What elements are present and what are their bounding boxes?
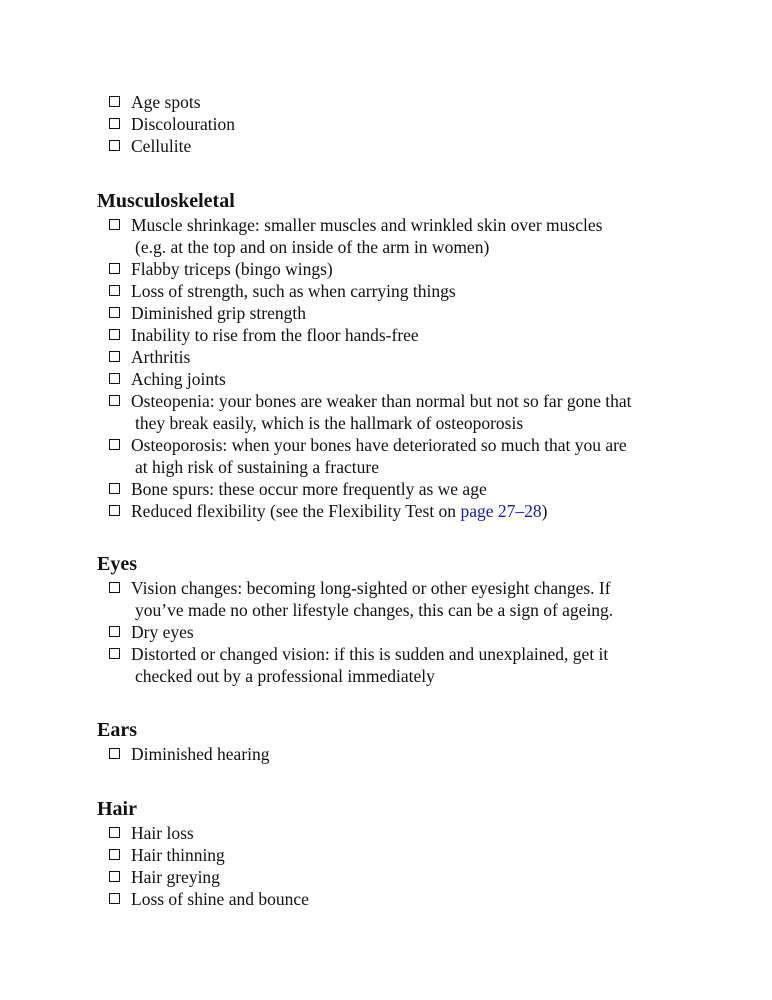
list-item	[97, 258, 697, 280]
checkbox-icon	[109, 96, 120, 107]
checkbox-icon	[109, 893, 120, 904]
checkbox-icon	[109, 263, 120, 274]
list-item-text: Vision changes: becoming long-sighted or other eyesight changes. If	[131, 578, 611, 598]
checkbox-icon	[109, 395, 120, 406]
checkbox-icon	[109, 285, 120, 296]
list-item-continuation: checked out by a professional immediately	[135, 666, 435, 686]
list-item-text: Hair greying	[131, 867, 220, 887]
hair-section	[97, 797, 697, 910]
list-item-text: Osteoporosis: when your bones have deteriorated so much that you are	[131, 435, 627, 455]
list-item	[97, 390, 697, 434]
list-item	[97, 888, 697, 910]
list-item	[97, 743, 697, 765]
list-item-text: Muscle shrinkage: smaller muscles and wrinkled skin over muscles	[131, 215, 603, 235]
intro-section	[97, 91, 697, 157]
hair-list	[97, 822, 697, 910]
list-item-text: Arthritis	[131, 347, 191, 367]
list-item-text: Loss of strength, such as when carrying things	[131, 281, 456, 301]
list-item-continuation: they break easily, which is the hallmark of osteoporosis	[135, 413, 524, 433]
list-item	[97, 280, 697, 302]
list-item-text: Loss of shine and bounce	[131, 889, 309, 909]
list-item-text: Hair thinning	[131, 845, 225, 865]
list-item-text: Inability to rise from the floor hands-free	[131, 325, 419, 345]
list-item	[97, 577, 697, 621]
list-item-continuation: (e.g. at the top and on inside of the arm in women)	[135, 237, 490, 257]
checkbox-icon	[109, 118, 120, 129]
list-item	[97, 302, 697, 324]
checkbox-icon	[109, 483, 120, 494]
checkbox-icon	[109, 351, 120, 362]
list-item-text: Hair loss	[131, 823, 194, 843]
section-heading: Hair	[97, 798, 137, 820]
list-item-text: Cellulite	[131, 136, 192, 156]
musculoskeletal-section	[97, 189, 697, 522]
page-reference-link[interactable]: page 27–28	[460, 501, 542, 521]
list-item-text: Age spots	[131, 92, 201, 112]
list-item	[97, 822, 697, 844]
list-item	[97, 844, 697, 866]
list-item-continuation: you’ve made no other lifestyle changes, this can be a sign of ageing.	[135, 600, 614, 620]
list-item-continuation: at high risk of sustaining a fracture	[135, 457, 379, 477]
intro-list	[97, 91, 697, 157]
section-heading: Musculoskeletal	[97, 190, 235, 212]
eyes-section	[97, 552, 697, 687]
list-item-text: Diminished hearing	[131, 744, 270, 764]
list-item-text: Reduced flexibility (see the Flexibility Test on	[131, 501, 461, 521]
list-item-text: Distorted or changed vision: if this is sudden and unexplained, get it	[131, 644, 609, 664]
ears-section	[97, 718, 697, 765]
list-item-text: Discolouration	[131, 114, 236, 134]
list-item	[97, 621, 697, 643]
list-item	[97, 214, 697, 258]
list-item-text: Aching joints	[131, 369, 226, 389]
checkbox-icon	[109, 219, 120, 230]
checkbox-icon	[109, 307, 120, 318]
checkbox-icon	[109, 505, 120, 516]
section-heading: Ears	[97, 719, 137, 741]
list-item	[97, 91, 697, 113]
list-item	[97, 113, 697, 135]
checkbox-icon	[109, 871, 120, 882]
checkbox-icon	[109, 827, 120, 838]
list-item	[97, 500, 697, 522]
checkbox-icon	[109, 626, 120, 637]
list-item	[97, 866, 697, 888]
checkbox-icon	[109, 748, 120, 759]
checkbox-icon	[109, 373, 120, 384]
list-item-text: Bone spurs: these occur more frequently as we age	[131, 479, 487, 499]
list-item	[97, 434, 697, 478]
checkbox-icon	[109, 582, 120, 593]
list-item	[97, 346, 697, 368]
checkbox-icon	[109, 140, 120, 151]
checkbox-icon	[109, 648, 120, 659]
list-item	[97, 478, 697, 500]
list-item	[97, 643, 697, 687]
checkbox-icon	[109, 329, 120, 340]
checkbox-icon	[109, 849, 120, 860]
list-item-text: Diminished grip strength	[131, 303, 306, 323]
eyes-list	[97, 577, 697, 687]
list-item-text: Osteopenia: your bones are weaker than normal but not so far gone that	[131, 391, 632, 411]
musculoskeletal-list	[97, 214, 697, 522]
ears-list	[97, 743, 697, 765]
checkbox-icon	[109, 439, 120, 450]
list-item-text: Dry eyes	[131, 622, 194, 642]
list-item	[97, 135, 697, 157]
list-item-text: Flabby triceps (bingo wings)	[131, 259, 333, 279]
section-heading: Eyes	[97, 553, 137, 575]
list-item	[97, 324, 697, 346]
list-item	[97, 368, 697, 390]
list-item-text-end: )	[541, 501, 548, 521]
